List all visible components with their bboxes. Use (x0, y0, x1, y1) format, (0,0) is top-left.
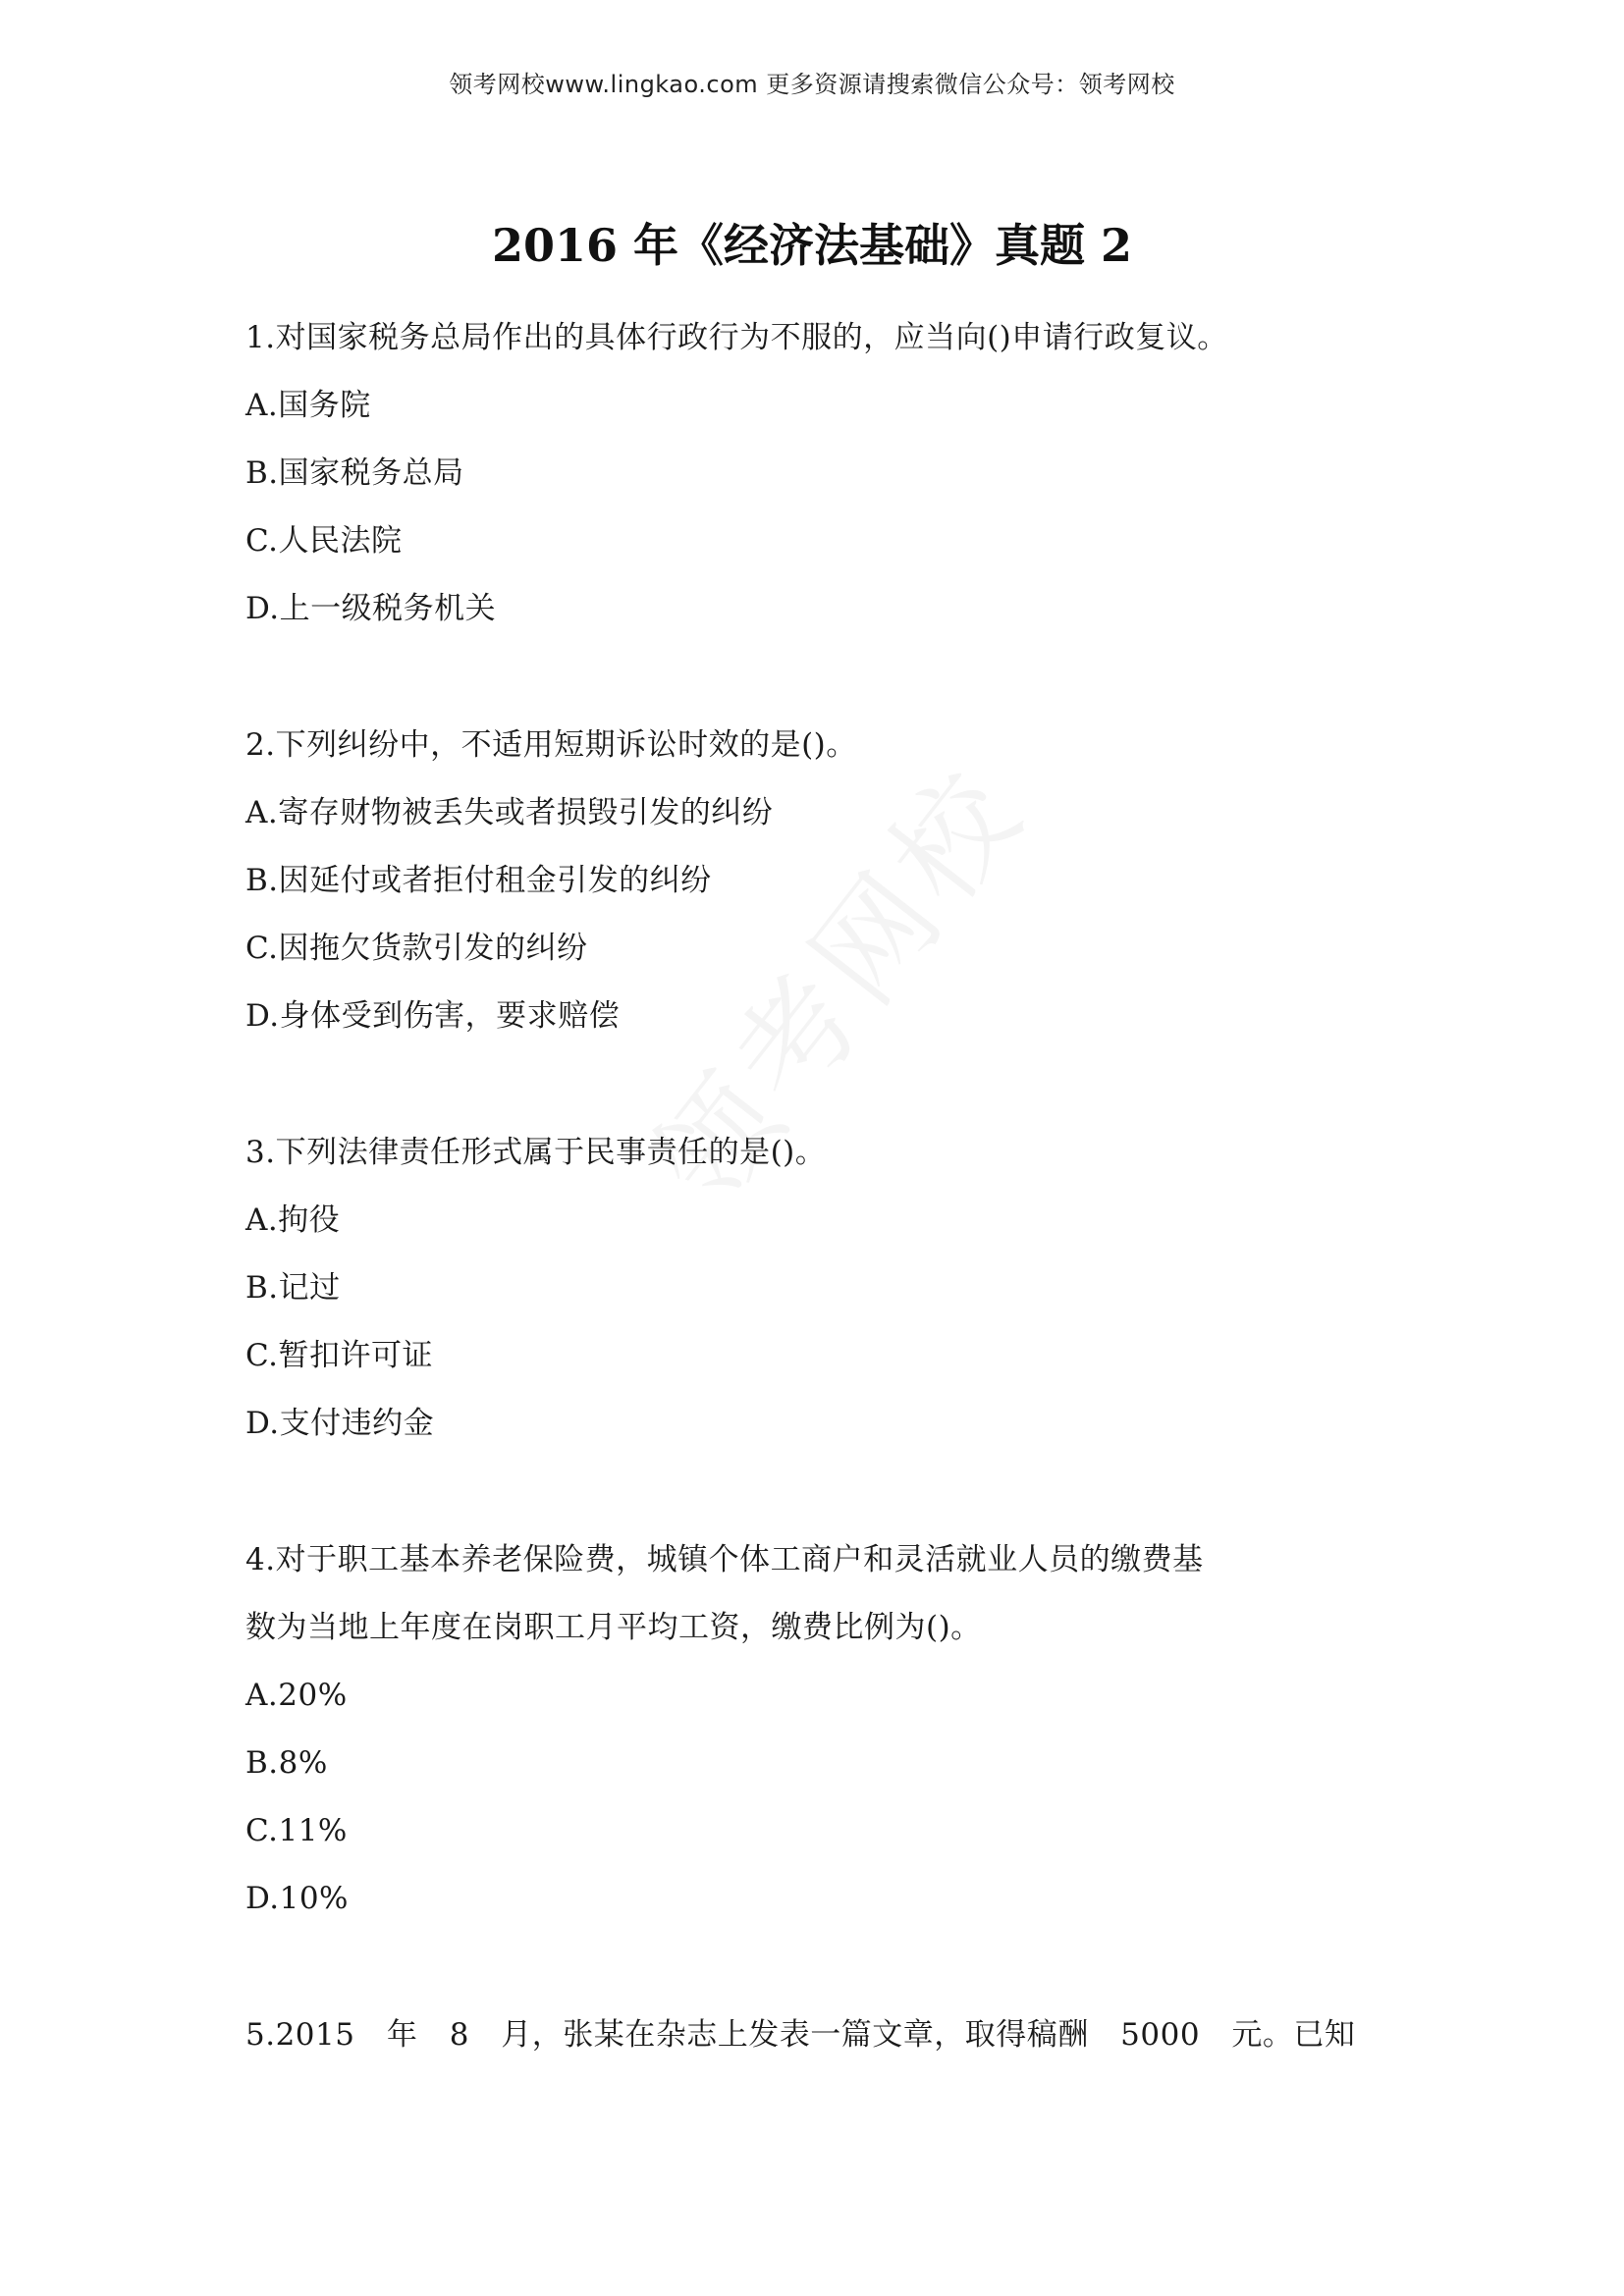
stem-segment: 元。已知 (1231, 2017, 1356, 2053)
question-stem (245, 2002, 1356, 2069)
document-title: 2016 年《经济法基础》真题 2 (491, 219, 1133, 272)
option-d: D.支付违约金 (245, 1406, 435, 1441)
option-b: B.因延付或者拒付租金引发的纠纷 (245, 863, 712, 898)
question-stem-line-2: 数为当地上年度在岗职工月平均工资，缴费比例为()。 (245, 1610, 982, 1645)
option-d: D.上一级税务机关 (245, 591, 497, 626)
stem-segment: 年 (386, 2017, 418, 2053)
option-c: C.11% (245, 1813, 348, 1848)
question-3 (245, 1119, 1306, 1458)
option-d: D.身体受到伤害，要求赔偿 (245, 998, 621, 1034)
option-a: A.20% (245, 1678, 348, 1713)
option-a: A.寄存财物被丢失或者损毁引发的纠纷 (245, 795, 774, 830)
option-a: A.国务院 (245, 388, 371, 423)
option-d: D.10% (245, 1881, 350, 1916)
option-a: A.拘役 (245, 1202, 341, 1238)
option-c: C.暂扣许可证 (245, 1338, 433, 1373)
option-c: C.因拖欠货款引发的纠纷 (245, 931, 588, 966)
question-list (245, 304, 1356, 2138)
question-stem: 1.对国家税务总局作出的具体行政行为不服的，应当向()申请行政复议。 (245, 320, 1228, 355)
question-stem: 3.下列法律责任形式属于民事责任的是()。 (245, 1135, 827, 1170)
option-b: B.记过 (245, 1270, 341, 1306)
page-header: 领考网校www.lingkao.com 更多资源请搜索微信公众号：领考网校 (449, 71, 1175, 98)
stem-segment: 5.2015 (245, 2017, 355, 2053)
question-5 (245, 2002, 1356, 2069)
option-c: C.人民法院 (245, 523, 403, 559)
stem-segment: 8 (449, 2017, 469, 2053)
stem-segment: 5000 (1120, 2017, 1201, 2053)
question-stem: 2.下列纠纷中，不适用短期诉讼时效的是()。 (245, 727, 857, 763)
option-b: B.国家税务总局 (245, 455, 464, 491)
question-2 (245, 712, 1306, 1050)
question-1 (245, 304, 1306, 643)
question-4 (245, 1526, 1306, 1933)
option-b: B.8% (245, 1745, 328, 1781)
question-stem-line-1: 4.对于职工基本养老保险费，城镇个体工商户和灵活就业人员的缴费基 (245, 1542, 1204, 1577)
stem-segment: 月，张某在杂志上发表一篇文章，取得稿酬 (501, 2017, 1089, 2053)
